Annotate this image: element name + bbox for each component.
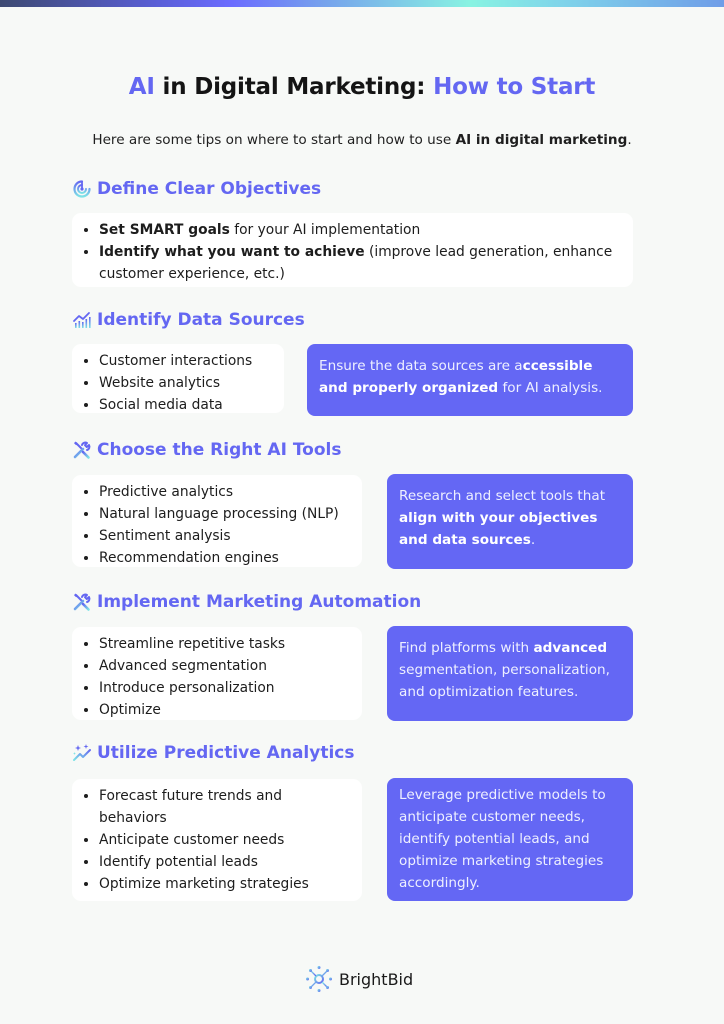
list-item: Anticipate customer needs bbox=[82, 829, 350, 851]
list-item: Optimize marketing strategies bbox=[82, 873, 350, 895]
list-item: Optimize bbox=[82, 699, 350, 721]
section-title: Utilize Predictive Analytics bbox=[97, 743, 355, 763]
tools-icon bbox=[72, 440, 92, 460]
section-title: Define Clear Objectives bbox=[97, 179, 322, 199]
list-item: Introduce personalization bbox=[82, 677, 350, 699]
section-title: Choose the Right AI Tools bbox=[97, 440, 342, 460]
sparkle-trend-icon bbox=[72, 743, 92, 763]
section-heading-marketing-automation bbox=[72, 592, 421, 612]
intro-bold: AI in digital marketing bbox=[455, 132, 628, 148]
marketing-automation-note bbox=[387, 626, 633, 721]
note-text: Find platforms with bbox=[399, 640, 534, 656]
intro-plain: Here are some tips on where to start and how to use bbox=[92, 132, 456, 148]
title-accent-ai: AI bbox=[128, 74, 155, 100]
tools-icon bbox=[72, 592, 92, 612]
title-middle: in Digital Marketing: bbox=[154, 74, 434, 100]
list-item: Predictive analytics bbox=[82, 481, 350, 503]
page-title bbox=[0, 74, 724, 100]
top-gradient-bar bbox=[0, 0, 724, 7]
note-text-end: . bbox=[530, 532, 536, 548]
brightbid-logo-icon bbox=[305, 965, 333, 993]
section-heading-define-objectives bbox=[72, 179, 321, 199]
data-sources-card bbox=[72, 344, 284, 413]
section-heading-data-sources bbox=[72, 310, 305, 330]
intro-end: . bbox=[627, 132, 632, 148]
list-item: Website analytics bbox=[82, 372, 272, 394]
note-bold: ccessible and properly organized bbox=[319, 358, 593, 396]
ai-tools-card bbox=[72, 475, 362, 567]
brand-name: BrightBid bbox=[339, 969, 414, 989]
ai-tools-note bbox=[387, 474, 633, 569]
list-item: Social media data bbox=[82, 394, 272, 416]
list-item: Advanced segmentation bbox=[82, 655, 350, 677]
chart-trend-icon bbox=[72, 310, 92, 330]
note-bold: align with your objectives and data sources bbox=[399, 510, 598, 548]
note-bold: advanced bbox=[533, 640, 608, 656]
note-text-end: segmentation, personalization, and optimization features. bbox=[399, 662, 610, 700]
list-item: Recommendation engines bbox=[82, 547, 350, 569]
target-icon bbox=[72, 179, 92, 199]
section-heading-ai-tools bbox=[72, 440, 341, 460]
data-sources-note bbox=[307, 344, 633, 416]
intro-text bbox=[0, 132, 724, 148]
note-text-end: for AI analysis. bbox=[498, 380, 603, 396]
title-accent-how-to-start: How to Start bbox=[433, 74, 596, 100]
predictive-analytics-card bbox=[72, 779, 362, 901]
list-item: Identify what you want to achieve (improve lead generation, enhance customer experience, etc.) bbox=[82, 241, 621, 285]
section-title: Implement Marketing Automation bbox=[97, 592, 422, 612]
objectives-card bbox=[72, 213, 633, 287]
marketing-automation-card bbox=[72, 627, 362, 720]
note-text: Research and select tools that bbox=[399, 488, 606, 504]
section-title: Identify Data Sources bbox=[97, 310, 305, 330]
note-text: Ensure the data sources are a bbox=[319, 358, 523, 374]
list-item: Natural language processing (NLP) bbox=[82, 503, 350, 525]
note-text: Leverage predictive models to anticipate customer needs, identify potential leads, and optimize marketing strategies accordingly. bbox=[399, 787, 606, 891]
list-item: Streamline repetitive tasks bbox=[82, 633, 350, 655]
list-item: Set SMART goals for your AI implementation bbox=[82, 219, 621, 241]
section-heading-predictive-analytics bbox=[72, 743, 354, 763]
list-item: Forecast future trends and behaviors bbox=[82, 785, 350, 829]
footer-brand bbox=[305, 965, 413, 993]
list-item: Sentiment analysis bbox=[82, 525, 350, 547]
predictive-analytics-note bbox=[387, 778, 633, 901]
list-item: Identify potential leads bbox=[82, 851, 350, 873]
list-item: Customer interactions bbox=[82, 350, 272, 372]
